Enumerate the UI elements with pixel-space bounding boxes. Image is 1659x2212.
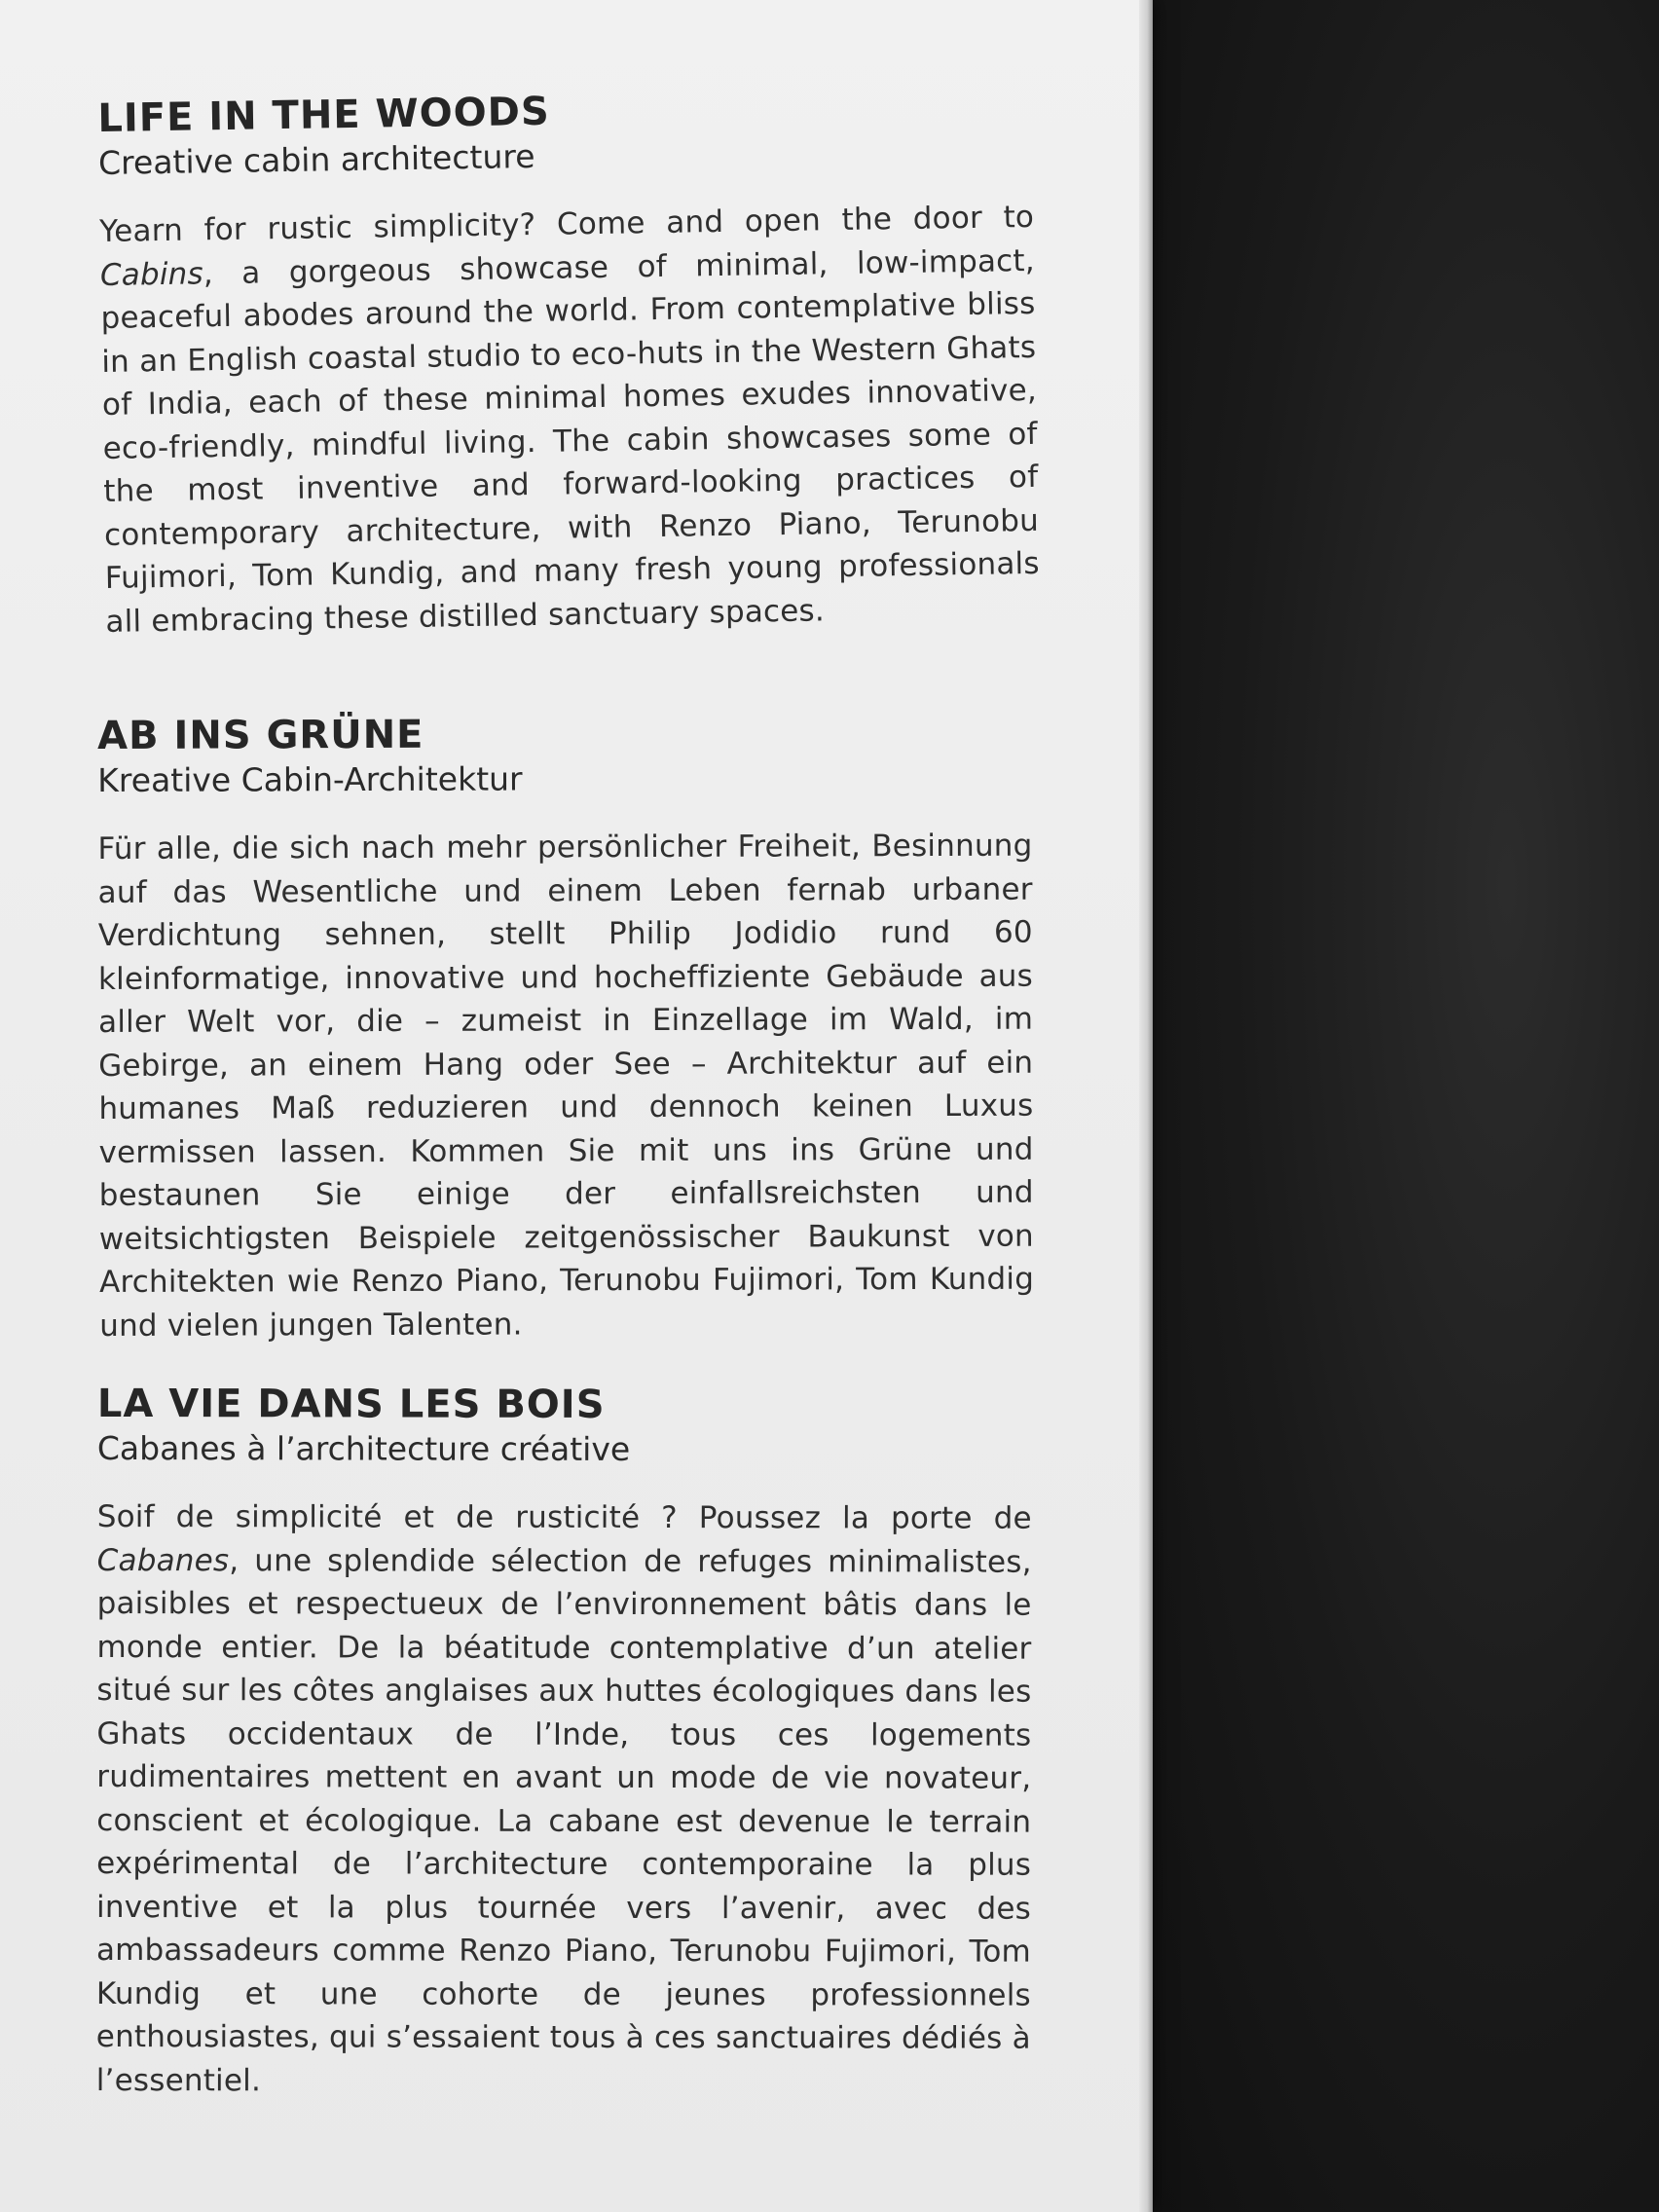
german-body: Für alle, die sich nach mehr persönlicher Freiheit, Besinnung auf das Wesentliche und einem Leben fernab urbaner Verdichtung sehnen, stellt Philip Jodidio rund 60 kleinformatige, innovative und hocheffiziente Gebäude aus aller Welt vor, die – zumeist in Einzellage im Wald, im Gebirge, an einem Hang oder See – Architektur auf ein humanes Maß reduzieren und dennoch keinen Luxus vermissen lassen. Kommen Sie mit uns ins Grüne und bestaunen Sie einige der einfallsreichsten und weitsichtigsten Beispiele zeitgenössischer Baukunst von Architekten wie Renzo Piano, Terunobu Fujimori, Tom Kundig und vielen jungen Talenten. xyxy=(97,828,1035,1344)
english-body xyxy=(99,196,1041,644)
french-body-lead: Soif de simplicité et de rusticité ? Poussez la porte de xyxy=(96,1498,1032,1536)
german-subheading: Kreative Cabin-Architektur xyxy=(97,759,523,799)
french-body-rest: , une splendide sélection de refuges minimalistes, paisibles et respectueux de l’environnement bâtis dans le monde entier. De la béatitude contemplative d’un atelier situé sur les côtes anglaises aux huttes écologiques dans les Ghats occidentaux de l’Inde, tous ces logements rudimentaires mettent en avant un mode de vie novateur, conscient et écologique. La cabane est devenue le terrain expérimental de l’architecture contemporaine la plus inventive et la plus tournée vers l’avenir, avec des ambassadeurs comme Renzo Piano, Terunobu Fujimori, Tom Kundig et une cohorte de jeunes professionnels enthousiastes, qui s’essaient tous à ces sanctuaires dédiés à l’essentiel. xyxy=(95,1542,1032,2098)
page-edge-shadow xyxy=(1139,0,1153,2212)
french-book-title: Cabanes xyxy=(96,1542,230,1578)
german-heading: AB INS GRÜNE xyxy=(97,712,424,758)
english-body-lead: Yearn for rustic simplicity? Come and open the door to xyxy=(98,199,1035,249)
english-heading: LIFE IN THE WOODS xyxy=(97,89,551,141)
dark-book-cover xyxy=(1153,0,1659,2212)
french-heading: LA VIE DANS LES BOIS xyxy=(96,1382,606,1427)
french-body xyxy=(96,1495,1032,2104)
english-book-title: Cabins xyxy=(99,255,204,293)
english-section xyxy=(97,81,1041,644)
french-subheading: Cabanes à l’architecture créative xyxy=(96,1428,631,1468)
german-section xyxy=(97,710,1034,1347)
english-body-rest: , a gorgeous showcase of minimal, low-impact, peaceful abodes around the world. From contemplative bliss in an English coastal studio to eco-huts in the Western Ghats of India, each of these minimal homes exudes innovative, eco-friendly, mindful living. The cabin showcases some of the most inventive and forward-looking practices of contemporary architecture, with Renzo Piano, Terunobu Fujimori, Tom Kundig, and many fresh young professionals all embracing these distilled sanctuary spaces. xyxy=(100,242,1040,640)
french-section xyxy=(96,1381,1032,2104)
english-subheading: Creative cabin architecture xyxy=(97,136,535,182)
